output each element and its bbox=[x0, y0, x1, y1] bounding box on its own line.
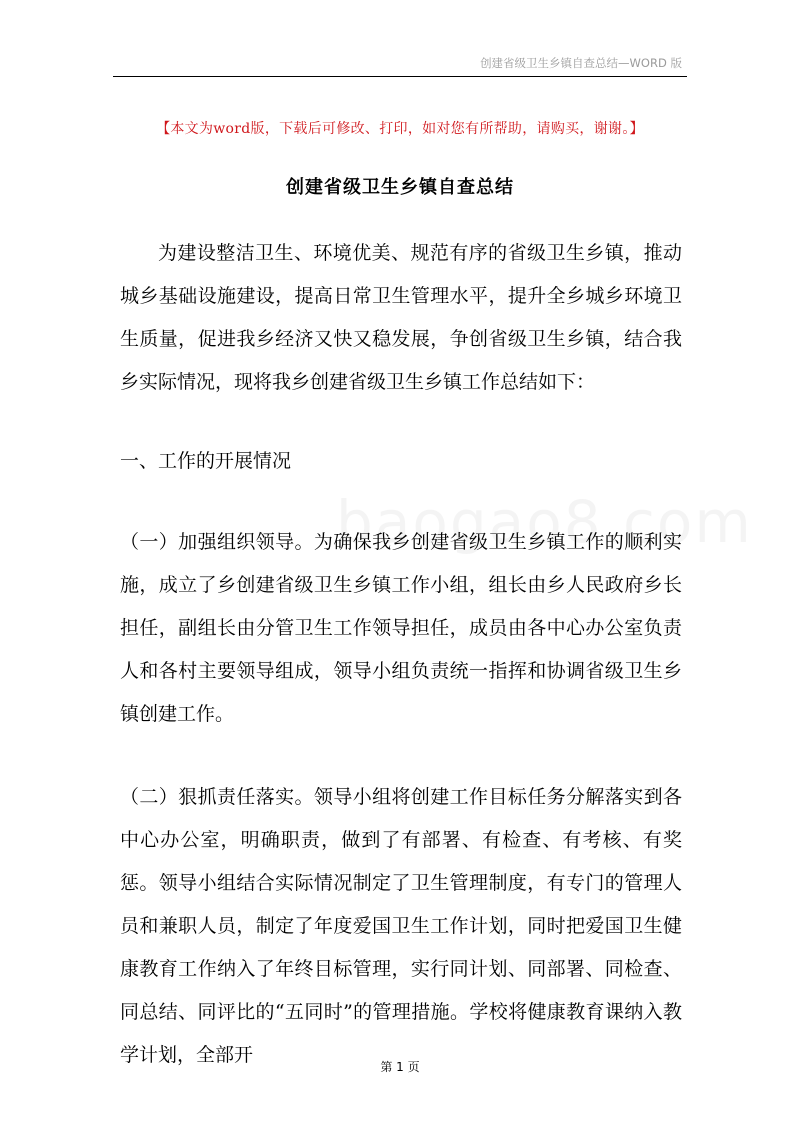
paragraph-responsibility: （二）狠抓责任落实。领导小组将创建工作目标任务分解落实到各中心办公室，明确职责，做到了有部署、有检查、有考核、有奖惩。领导小组结合实际情况制定了卫生管理制度，有专门的管理人员和兼职人员，制定了年度爱国卫生工作计划，同时把爱国卫生健康教育工作纳入了年终目标管理，实行同计划、同部署、同检查、同总结、同评比的“五同时”的管理措施。学校将健康教育课纳入教学计划，全部开 bbox=[120, 786, 682, 1066]
running-header: 创建省级卫生乡镇自查总结—WORD 版 bbox=[480, 56, 682, 70]
section-heading-1: 一、工作的开展情况 bbox=[120, 450, 292, 472]
download-notice: 【本文为word版，下载后可修改、打印，如对您有所帮助，请购买，谢谢。】 bbox=[156, 121, 644, 137]
paragraph-organization: （一）加强组织领导。为确保我乡创建省级卫生乡镇工作的顺利实施，成立了乡创建省级卫生乡镇工作小组，组长由乡人民政府乡长担任，副组长由分管卫生工作领导担任，成员由各中心办公室负责人和各村主要领导组成，领导小组负责统一指挥和协调省级卫生乡镇创建工作。 bbox=[120, 531, 682, 725]
page-number: 第 1 页 bbox=[380, 1060, 420, 1074]
document-title: 创建省级卫生乡镇自查总结 bbox=[286, 177, 514, 198]
intro-paragraph: 为建设整洁卫生、环境优美、规范有序的省级卫生乡镇，推动城乡基础设施建设，提高日常卫生管理水平，提升全乡城乡环境卫生质量，促进我乡经济又快又稳发展，争创省级卫生乡镇，结合我乡实际情况，现将我乡创建省级卫生乡镇工作总结如下： bbox=[120, 242, 682, 393]
header-divider bbox=[113, 76, 687, 77]
